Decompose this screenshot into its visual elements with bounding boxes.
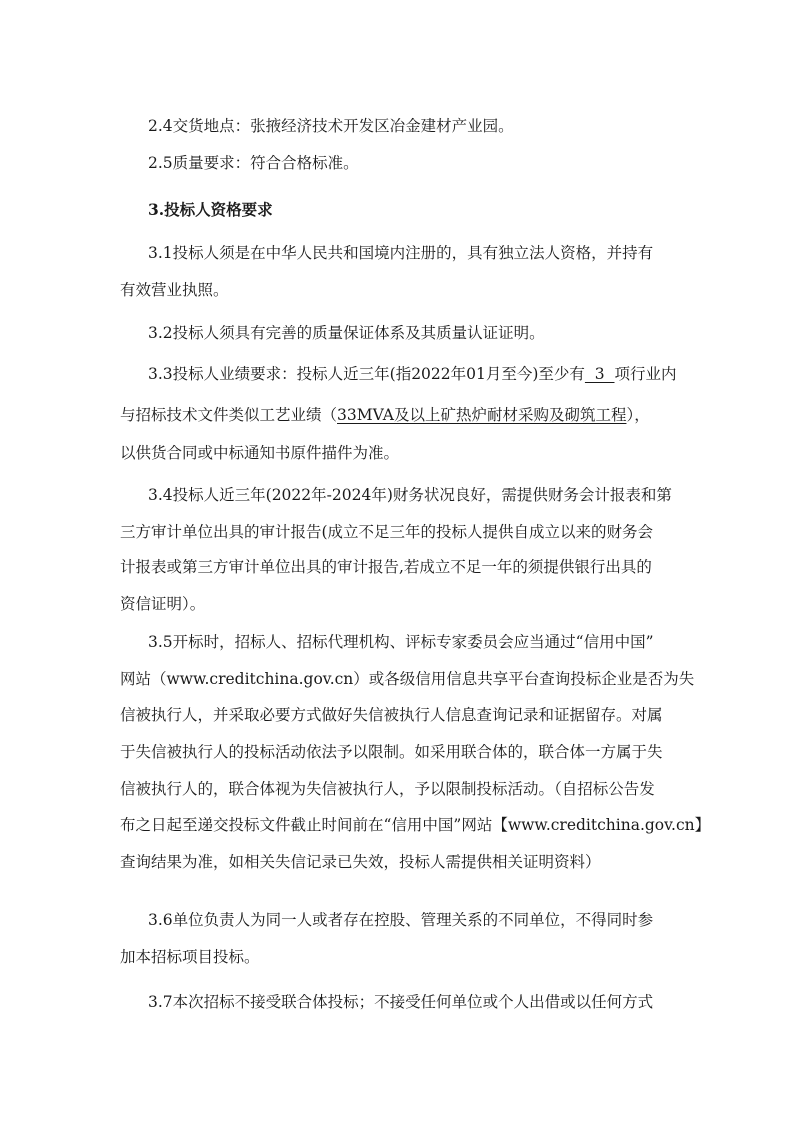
- clause-3-5-line-2: 网站（www.creditchina.gov.cn）或各级信用信息共享平台查询投标企业是否为失: [120, 670, 695, 688]
- quality-requirement-line: 2.5质量要求：符合合格标准。: [148, 154, 359, 172]
- clause-3-3-text-end: 项行业内: [614, 365, 677, 383]
- clause-3-5-line-6: 布之日起至递交投标文件截止时间前在“信用中国”网站【www.creditchina.gov.cn】: [120, 816, 711, 834]
- clause-3-5-line-5: 信被执行人的，联合体视为失信被执行人，予以限制投标活动。（自招标公告发: [120, 780, 655, 798]
- clause-3-4-line-3: 计报表或第三方审计单位出具的审计报告,若成立不足一年的须提供银行出具的: [120, 558, 652, 576]
- clause-3-3-text-2-end: ），: [626, 406, 650, 424]
- clause-3-1-line-2: 有效营业执照。: [120, 281, 229, 299]
- clause-3-4-line-1: 3.4投标人近三年(2022年-2024年)财务状况良好，需提供财务会计报表和第: [148, 486, 672, 504]
- delivery-location-line: 2.4交货地点：张掖经济技术开发区冶金建材产业园。: [148, 117, 514, 135]
- clause-3-3-text-2: 与招标技术文件类似工艺业绩（: [120, 406, 338, 424]
- clause-3-3-line-2: [0, 405, 793, 425]
- clause-3-5-line-3: 信被执行人，并采取必要方式做好失信被执行人信息查询记录和证据留存。对属: [120, 706, 663, 724]
- clause-3-3-line-1: [0, 364, 793, 384]
- clause-3-3-text: 3.3投标人业绩要求：投标人近三年(指2022年01月至今)至少有: [148, 365, 585, 383]
- clause-3-7-line-1: 3.7本次招标不接受联合体投标；不接受任何单位或个人出借或以任何方式: [148, 993, 654, 1011]
- project-type: 33MVA及以上矿热炉耐材采购及砌筑工程: [337, 406, 627, 424]
- clause-3-1-line-1: 3.1投标人须是在中华人民共和国境内注册的，具有独立法人资格，并持有: [148, 244, 654, 262]
- clause-3-5-line-4: 于失信被执行人的投标活动依法予以限制。如采用联合体的，联合体一方属于失: [120, 743, 663, 761]
- clause-3-5-line-7: 查询结果为准，如相关失信记录已失效，投标人需提供相关证明资料）: [120, 853, 601, 871]
- clause-3-4-line-4: 资信证明）。: [120, 595, 206, 613]
- section-heading: 3.投标人资格要求: [148, 200, 273, 219]
- clause-3-3-line-3: 以供货合同或中标通知书原件描件为准。: [120, 444, 400, 462]
- clause-3-2-line: 3.2投标人须具有完善的质量保证体系及其质量认证证明。: [148, 324, 545, 342]
- clause-3-6-line-2: 加本招标项目投标。: [120, 948, 260, 966]
- clause-3-5-line-1: 3.5开标时，招标人、招标代理机构、评标专家委员会应当通过“信用中国”: [148, 633, 654, 651]
- clause-3-6-line-1: 3.6单位负责人为同一人或者存在控股、管理关系的不同单位，不得同时参: [148, 911, 654, 929]
- clause-3-4-line-2: 三方审计单位出具的审计报告(成立不足三年的投标人提供自成立以来的财务会: [120, 523, 654, 541]
- performance-count: 3: [584, 365, 615, 383]
